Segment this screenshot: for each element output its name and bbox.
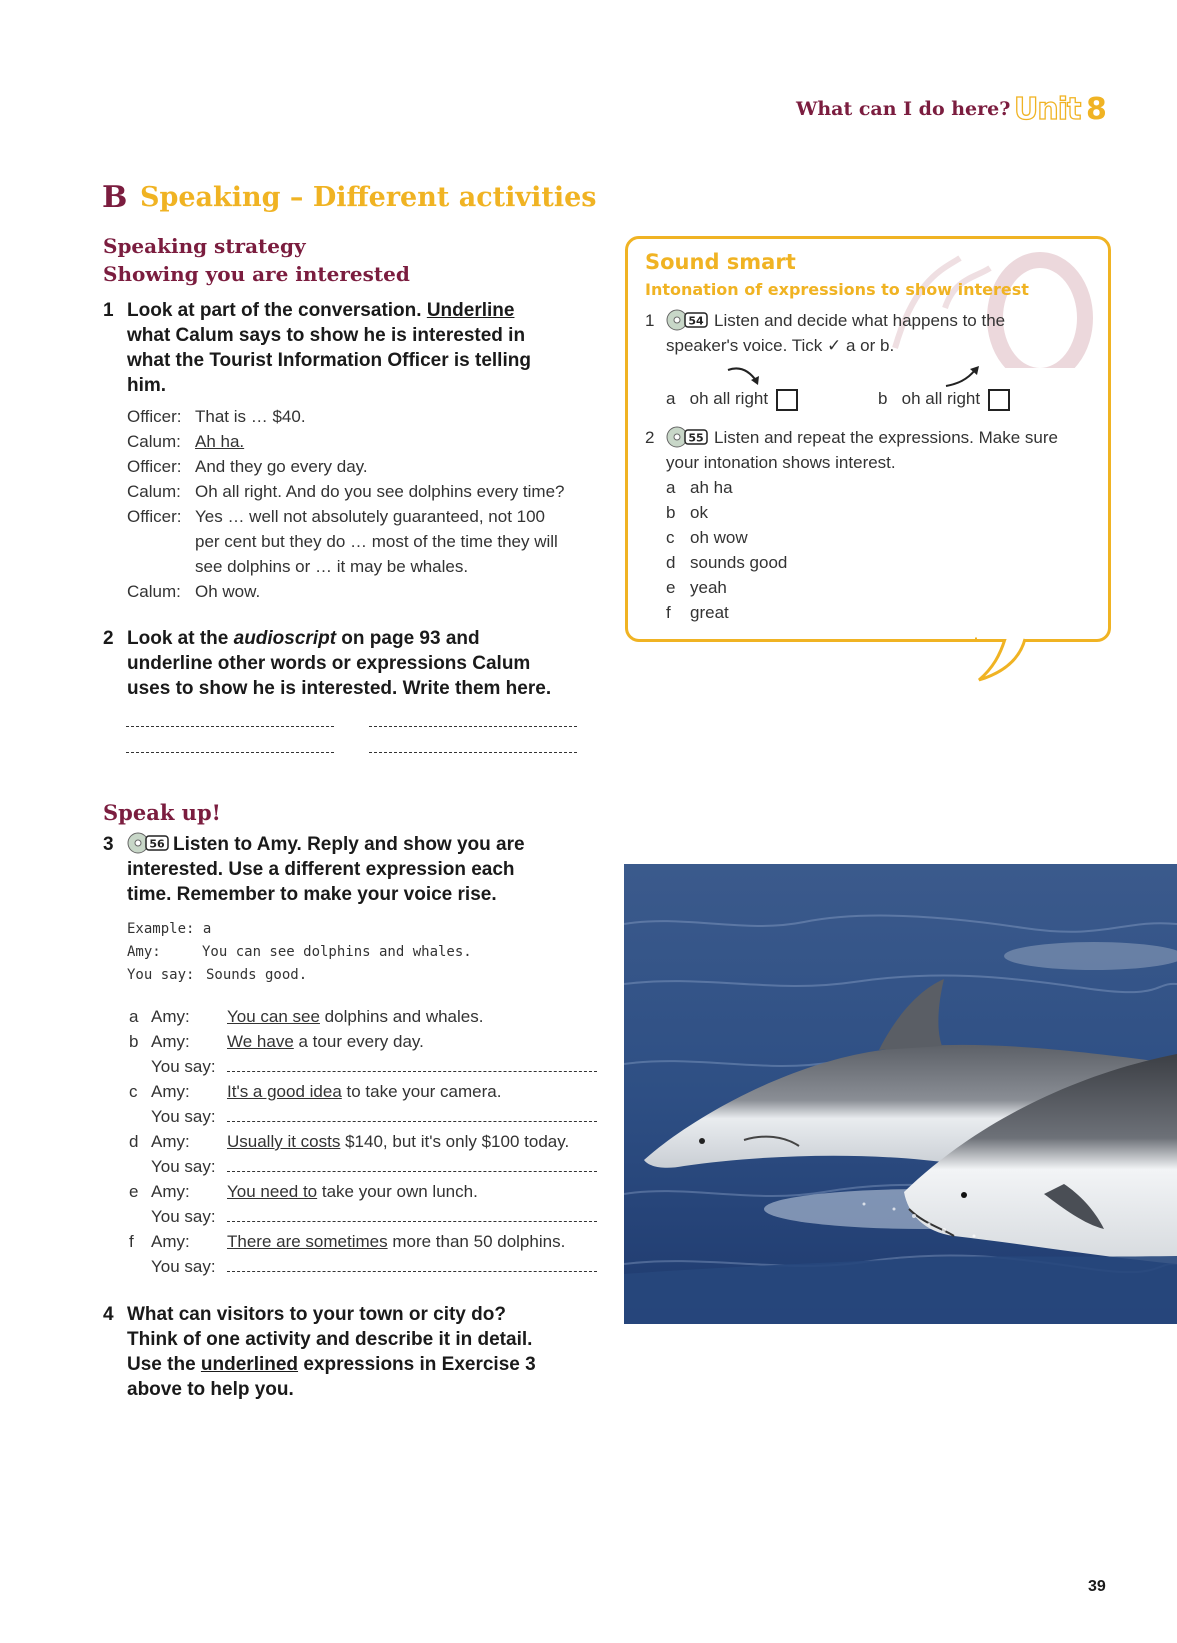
track-number: 56 (149, 837, 165, 851)
expression-letter: d (666, 553, 676, 572)
example-you-text: Sounds good. (206, 967, 308, 983)
answer-line[interactable] (126, 726, 334, 727)
option-a-letter: a (666, 389, 676, 408)
option-b-text: oh all right (901, 389, 981, 408)
you-say-label: You say: (151, 1207, 216, 1226)
ex2-line1-b: on page 93 and (336, 628, 480, 649)
expression-letter: a (666, 478, 676, 497)
expression-text: ok (690, 503, 708, 522)
underlined-phrase: We have (227, 1032, 294, 1051)
example-label: Example: a (127, 921, 212, 937)
ex4-line2: Think of one activity and describe it in detail. (127, 1329, 533, 1350)
track-number: 55 (688, 431, 704, 445)
exercise-3-number: 3 (103, 834, 114, 855)
you-say-label: You say: (151, 1157, 216, 1176)
exercise-1-number: 1 (103, 300, 114, 321)
page-number: 39 (1088, 1578, 1106, 1595)
ex2-line1-italic: audioscript (233, 628, 337, 649)
sentence-rest: a tour every day. (293, 1032, 424, 1051)
watermark-decoration (875, 238, 1103, 368)
reply-line[interactable] (227, 1171, 597, 1172)
cd-icon[interactable] (666, 426, 708, 453)
amy-sentence (227, 1004, 483, 1029)
ex4-line3-a: Use the (127, 1354, 201, 1375)
ex2-line2: underline other words or expressions Calum (127, 653, 531, 674)
section-title: Speaking – Different activities (140, 182, 597, 213)
option-a-text: oh all right (689, 389, 769, 408)
ss-q1-line2: speaker's voice. Tick ✓ a or b. (666, 336, 895, 355)
ex4-line3-b: expressions in Exercise 3 (298, 1354, 536, 1375)
ex2-line1-a: Look at the (127, 628, 234, 649)
option-b[interactable] (878, 386, 1010, 411)
item-letter: a (129, 1007, 139, 1026)
expression-text: yeah (690, 578, 727, 597)
line: per cent but they do … most of the time they will (195, 532, 558, 551)
example-amy-text: You can see dolphins and whales. (202, 944, 472, 960)
reply-line[interactable] (227, 1221, 597, 1222)
strategy-title: Speaking strategy (103, 234, 306, 258)
expression-letter: b (666, 503, 676, 522)
speaker: Officer: (127, 507, 182, 526)
unit-label: Unit (1014, 92, 1081, 127)
exercise-2-number: 2 (103, 628, 114, 649)
ex1-underline-word: Underline (426, 300, 515, 321)
ex1-text-b: what Calum says to show he is interested in (127, 325, 526, 346)
option-b-letter: b (878, 389, 888, 408)
amy-label: Amy: (151, 1182, 190, 1201)
amy-sentence (227, 1229, 565, 1254)
speaker: Calum: (127, 482, 181, 501)
amy-label: Amy: (151, 1132, 190, 1151)
cd-icon[interactable] (127, 832, 169, 859)
strategy-subtitle: Showing you are interested (103, 262, 410, 286)
expression-letter: c (666, 528, 675, 547)
exercise-3-line1: Listen to Amy. Reply and show you are (173, 834, 525, 855)
ex4-line3-underlined: underlined (200, 1354, 299, 1375)
exercise-3-line2: interested. Use a different expression each (127, 859, 515, 880)
section-letter: B (102, 180, 128, 215)
you-say-label: You say: (151, 1257, 216, 1276)
line: Oh wow. (195, 582, 261, 601)
exercise-4-instructions (127, 1302, 607, 1402)
underlined-phrase: Usually it costs (227, 1132, 341, 1151)
tick-box[interactable] (988, 389, 1010, 411)
you-say-label: You say: (151, 1107, 216, 1126)
line: see dolphins or … it may be whales. (195, 557, 469, 576)
speak-up-heading: Speak up! (103, 800, 221, 825)
dolphin-photo (624, 864, 1177, 1324)
item-letter: b (129, 1032, 139, 1051)
expression-text: oh wow (690, 528, 748, 547)
amy-sentence (227, 1179, 478, 1204)
item-letter: f (129, 1232, 134, 1251)
reply-line[interactable] (227, 1121, 597, 1122)
ss-q2-line1: Listen and repeat the expressions. Make sure (714, 428, 1058, 447)
item-letter: c (129, 1082, 138, 1101)
item-letter: d (129, 1132, 139, 1151)
ss-q1-line1: Listen and decide what happens to the (714, 311, 1006, 330)
unit-number: 8 (1086, 92, 1107, 127)
exercise-1-instructions (127, 298, 597, 398)
amy-label: Amy: (151, 1082, 190, 1101)
line: Ah ha. (195, 432, 245, 451)
sound-smart-title: Sound smart (645, 250, 796, 274)
answer-line[interactable] (369, 726, 577, 727)
expression-letter: e (666, 578, 676, 597)
ss-q2-line2: your intonation shows interest. (666, 453, 896, 472)
underlined-phrase: It's a good idea (227, 1082, 342, 1101)
line: Yes … well not absolutely guaranteed, not 100 (195, 507, 546, 526)
exercise-3-line3: time. Remember to make your voice rise. (127, 884, 497, 905)
ss-q2-number: 2 (645, 428, 655, 447)
ex1-text-d: him. (127, 375, 167, 396)
speaker: Calum: (127, 432, 181, 451)
you-say-label: You say: (151, 1057, 216, 1076)
sound-smart-subtitle: Intonation of expressions to show interest (645, 280, 1029, 299)
running-header-title: What can I do here? (796, 98, 1011, 120)
sentence-rest: take your own lunch. (317, 1182, 478, 1201)
ss-q1-number: 1 (645, 311, 655, 330)
expression-text: ah ha (690, 478, 733, 497)
underlined-phrase: You need to (227, 1182, 318, 1201)
exercise-4-number: 4 (103, 1304, 114, 1325)
answer-line[interactable] (369, 752, 577, 753)
line: And they go every day. (195, 457, 368, 476)
example-you-label: You say: (127, 967, 195, 983)
item-letter: e (129, 1182, 139, 1201)
ex1-text-a: Look at part of the conversation. (127, 300, 427, 321)
expression-text: great (690, 603, 729, 622)
tick-box[interactable] (776, 389, 798, 411)
line: That is … $40. (195, 407, 306, 426)
amy-label: Amy: (151, 1232, 190, 1251)
reply-line[interactable] (227, 1271, 597, 1272)
reply-line[interactable] (227, 1071, 597, 1072)
sentence-rest: dolphins and whales. (319, 1007, 484, 1026)
cd-icon[interactable] (666, 309, 708, 336)
track-number: 54 (688, 314, 704, 328)
sentence-rest: more than 50 dolphins. (387, 1232, 566, 1251)
ex1-text-c: what the Tourist Information Officer is telling (127, 350, 531, 371)
sentence-rest: to take your camera. (341, 1082, 502, 1101)
speech-bubble-tail (975, 620, 1035, 684)
option-a[interactable] (666, 386, 798, 411)
line: Oh all right. And do you see dolphins every time? (195, 482, 565, 501)
ex4-line4: above to help you. (127, 1379, 294, 1400)
exercise-2-instructions (127, 626, 602, 701)
expression-letter: f (666, 603, 671, 622)
amy-sentence (227, 1079, 501, 1104)
expression-text: sounds good (690, 553, 788, 572)
ex4-line1: What can visitors to your town or city do? (127, 1304, 506, 1325)
example-amy-label: Amy: (127, 944, 161, 960)
sentence-rest: $140, but it's only $100 today. (340, 1132, 570, 1151)
ex2-line3: uses to show he is interested. Write them here. (127, 678, 552, 699)
speaker: Officer: (127, 457, 182, 476)
speaker: Calum: (127, 582, 181, 601)
strategy-heading (103, 232, 410, 288)
amy-label: Amy: (151, 1007, 190, 1026)
speaker: Officer: (127, 407, 182, 426)
amy-sentence (227, 1029, 424, 1054)
underlined-phrase: You can see (227, 1007, 320, 1026)
amy-sentence (227, 1129, 569, 1154)
answer-line[interactable] (126, 752, 334, 753)
underlined-phrase: There are sometimes (227, 1232, 388, 1251)
amy-label: Amy: (151, 1032, 190, 1051)
